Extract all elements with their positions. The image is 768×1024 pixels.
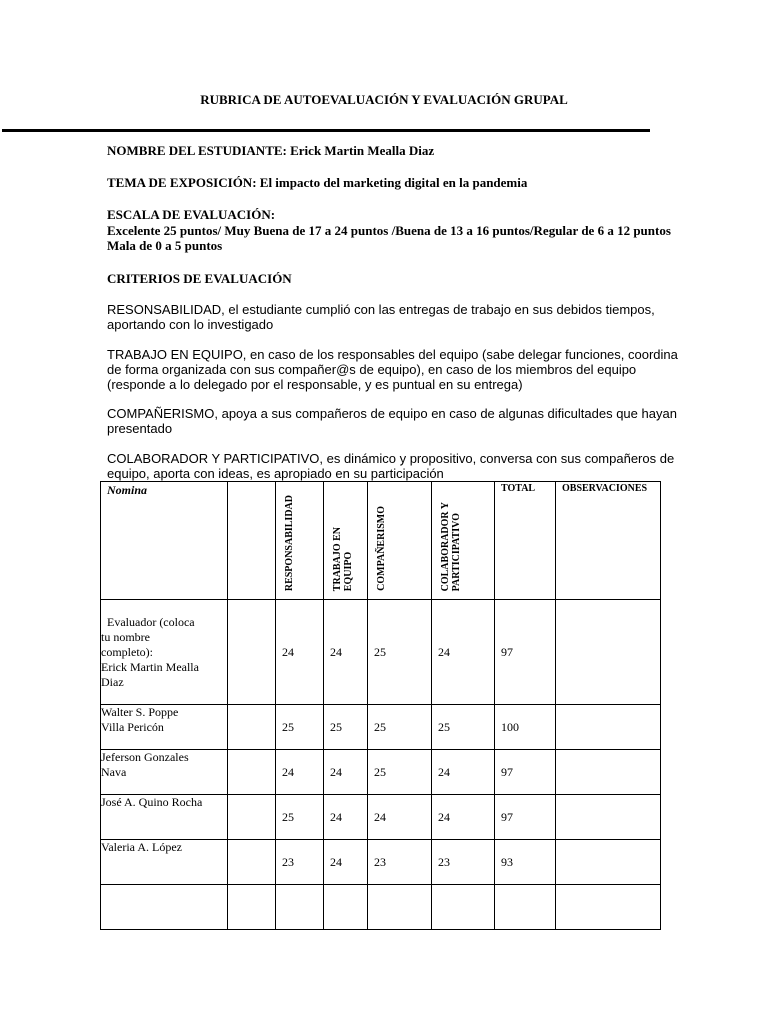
name-line: Nava bbox=[101, 765, 127, 779]
header-colaborador bbox=[432, 482, 495, 600]
empty-cell bbox=[228, 600, 276, 705]
row-name bbox=[101, 840, 228, 885]
score-trabajo: 25 bbox=[324, 705, 368, 750]
criterion-line: aportando con lo investigado bbox=[107, 317, 274, 332]
empty-cell bbox=[101, 885, 228, 930]
criterion-line: COMPAÑERISMO, apoya a sus compañeros de equipo en caso de algunas dificultades que hayan bbox=[107, 406, 677, 421]
header-trabajo-label bbox=[332, 527, 354, 591]
score-total: 97 bbox=[495, 795, 556, 840]
student-name-line: NOMBRE DEL ESTUDIANTE: Erick Martin Mealla Diaz bbox=[107, 143, 435, 158]
row-name bbox=[101, 795, 228, 840]
observaciones-cell bbox=[556, 840, 661, 885]
horizontal-rule bbox=[2, 129, 650, 132]
empty-cell bbox=[556, 885, 661, 930]
scale-line-2: Mala de 0 a 5 puntos bbox=[107, 238, 223, 253]
score-colaborador: 23 bbox=[432, 840, 495, 885]
table-row-empty bbox=[101, 885, 661, 930]
header-trabajo-en-equipo bbox=[324, 482, 368, 600]
name-line: completo): bbox=[101, 644, 153, 659]
table-row bbox=[101, 750, 661, 795]
scale-heading: ESCALA DE EVALUACIÓN: bbox=[107, 207, 276, 222]
table-row bbox=[101, 600, 661, 705]
criterion-line: COLABORADOR Y PARTICIPATIVO, es dinámico y propositivo, conversa con sus compañeros de bbox=[107, 451, 675, 466]
score-companerismo: 25 bbox=[368, 600, 432, 705]
criterion-line: de forma organizada con sus compañer@s de equipo), en caso de los miembros del equipo bbox=[107, 362, 637, 377]
score-total: 97 bbox=[495, 600, 556, 705]
score-colaborador: 25 bbox=[432, 705, 495, 750]
criterion-colaborador bbox=[107, 451, 687, 481]
empty-cell bbox=[228, 840, 276, 885]
document-title: RUBRICA DE AUTOEVALUACIÓN Y EVALUACIÓN GRUPAL bbox=[200, 92, 568, 107]
criterion-line: TRABAJO EN EQUIPO, en caso de los responsables del equipo (sabe delegar funciones, coordina bbox=[107, 347, 678, 362]
name-line: José A. Quino Rocha bbox=[101, 795, 203, 809]
header-responsabilidad bbox=[276, 482, 324, 600]
empty-cell bbox=[324, 885, 368, 930]
name-line: Erick Martin Mealla bbox=[101, 659, 199, 674]
score-responsabilidad: 23 bbox=[276, 840, 324, 885]
row-name bbox=[101, 600, 228, 705]
header-trabajo-line1: TRABAJO EN bbox=[332, 526, 343, 591]
criterion-line: RESONSABILIDAD, el estudiante cumplió con las entregas de trabajo en sus debidos tiempos, bbox=[107, 302, 655, 317]
header-observaciones bbox=[556, 482, 661, 600]
header-nomina-label: Nomina bbox=[107, 483, 148, 497]
criterion-line: (responde a lo delegado por el responsable, y es puntual en su entrega) bbox=[107, 377, 523, 392]
score-companerismo: 24 bbox=[368, 795, 432, 840]
criterion-responsabilidad bbox=[107, 302, 687, 332]
header-total-label: TOTAL bbox=[501, 483, 536, 494]
criterion-companerismo bbox=[107, 406, 687, 436]
score-responsabilidad: 24 bbox=[276, 600, 324, 705]
empty-cell bbox=[368, 885, 432, 930]
score-colaborador: 24 bbox=[432, 600, 495, 705]
header-colaborador-line2: PARTICIPATIVO bbox=[451, 512, 462, 591]
observaciones-cell bbox=[556, 600, 661, 705]
scale-line-1: Excelente 25 puntos/ Muy Buena de 17 a 24 puntos /Buena de 13 a 16 puntos/Regular de 6 a 12 puntos bbox=[107, 223, 671, 238]
observaciones-cell bbox=[556, 795, 661, 840]
name-line: Diaz bbox=[101, 674, 124, 689]
name-line: tu nombre bbox=[101, 629, 150, 644]
table-row bbox=[101, 840, 661, 885]
score-responsabilidad: 25 bbox=[276, 795, 324, 840]
score-total: 100 bbox=[495, 705, 556, 750]
table-row bbox=[101, 705, 661, 750]
topic-line: TEMA DE EXPOSICIÓN: El impacto del marketing digital en la pandemia bbox=[107, 175, 528, 190]
header-observaciones-label: OBSERVACIONES bbox=[562, 483, 648, 494]
header-responsabilidad-label: RESPONSABILIDAD bbox=[284, 494, 295, 591]
score-trabajo: 24 bbox=[324, 750, 368, 795]
score-trabajo: 24 bbox=[324, 600, 368, 705]
header-total bbox=[495, 482, 556, 600]
name-line: Evaluador (coloca bbox=[101, 614, 195, 629]
empty-cell bbox=[276, 885, 324, 930]
header-colaborador-label bbox=[440, 502, 462, 591]
score-companerismo: 23 bbox=[368, 840, 432, 885]
criterion-line: presentado bbox=[107, 421, 173, 436]
score-total: 97 bbox=[495, 750, 556, 795]
criteria-heading: CRITERIOS DE EVALUACIÓN bbox=[107, 271, 292, 286]
observaciones-cell bbox=[556, 750, 661, 795]
score-companerismo: 25 bbox=[368, 750, 432, 795]
score-trabajo: 24 bbox=[324, 840, 368, 885]
criterion-trabajo-en-equipo bbox=[107, 347, 687, 392]
score-companerismo: 25 bbox=[368, 705, 432, 750]
header-companerismo-label: COMPAÑERISMO bbox=[376, 506, 387, 591]
score-trabajo: 24 bbox=[324, 795, 368, 840]
score-colaborador: 24 bbox=[432, 795, 495, 840]
empty-cell bbox=[228, 885, 276, 930]
empty-cell bbox=[432, 885, 495, 930]
score-colaborador: 24 bbox=[432, 750, 495, 795]
name-line: Walter S. Poppe bbox=[101, 705, 179, 719]
table-header-row bbox=[101, 482, 661, 600]
empty-cell bbox=[228, 705, 276, 750]
score-total: 93 bbox=[495, 840, 556, 885]
name-line: Villa Pericón bbox=[101, 720, 164, 734]
table-row bbox=[101, 795, 661, 840]
criterion-line: equipo, aporta con ideas, es apropiado en su participación bbox=[107, 466, 444, 481]
observaciones-cell bbox=[556, 705, 661, 750]
header-empty bbox=[228, 482, 276, 600]
row-name bbox=[101, 750, 228, 795]
name-line: Jeferson Gonzales bbox=[101, 750, 189, 764]
score-responsabilidad: 25 bbox=[276, 705, 324, 750]
empty-cell bbox=[228, 795, 276, 840]
row-name bbox=[101, 705, 228, 750]
evaluation-table bbox=[100, 481, 661, 930]
header-companerismo bbox=[368, 482, 432, 600]
name-line: Valeria A. López bbox=[101, 840, 182, 854]
header-nomina bbox=[101, 482, 228, 600]
header-colaborador-line1: COLABORADOR Y bbox=[440, 501, 451, 591]
header-trabajo-line2: EQUIPO bbox=[343, 551, 354, 591]
score-responsabilidad: 24 bbox=[276, 750, 324, 795]
empty-cell bbox=[228, 750, 276, 795]
empty-cell bbox=[495, 885, 556, 930]
